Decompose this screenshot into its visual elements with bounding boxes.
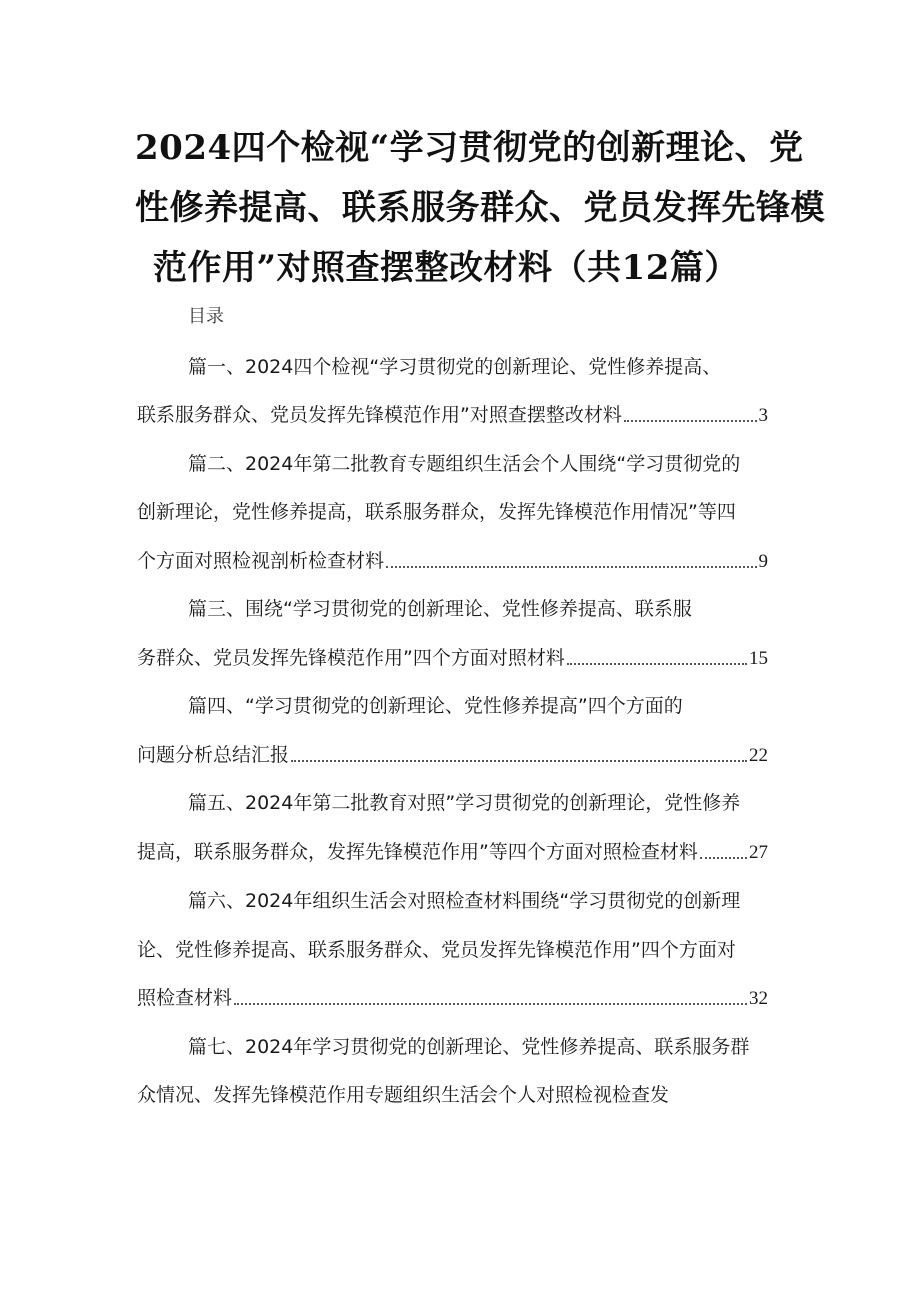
toc-entry-title xyxy=(188,597,692,621)
toc-leader-dots xyxy=(700,857,747,859)
toc-entry-continuation xyxy=(137,1083,669,1107)
toc-entry-text: 务群众、党员发挥先锋模范作用”四个方面对照材料 xyxy=(137,647,565,669)
toc-page-number: 22 xyxy=(749,745,768,766)
toc-leader-dots xyxy=(624,420,757,422)
toc-page-number: 3 xyxy=(758,405,768,426)
title-line-2: 性修养提高、联系服务群众、党员发挥先锋模 xyxy=(135,188,825,228)
toc-entry-text: 篇三、围绕“学习贯彻党的创新理论、党性修养提高、联系服 xyxy=(188,598,692,620)
toc-page-number: 9 xyxy=(758,551,768,572)
toc-entry-title xyxy=(188,694,683,718)
toc-leader-dots xyxy=(234,1003,747,1005)
title-line-1: 2024四个检视“学习贯彻党的创新理论、党 xyxy=(135,128,804,168)
toc-entry-text: 篇四、“学习贯彻党的创新理论、党性修养提高”四个方面的 xyxy=(188,695,683,717)
toc-entry-text: 个方面对照检视剖析检查材料 xyxy=(137,550,385,572)
toc-entry-continuation xyxy=(137,646,768,671)
toc-entry-text: 篇七、2024年学习贯彻党的创新理论、党性修养提高、联系服务群 xyxy=(188,1036,750,1058)
toc-entry-title xyxy=(188,355,721,379)
toc-heading: 目录 xyxy=(188,306,224,327)
toc-entry-text: 照检查材料 xyxy=(137,987,233,1009)
toc-entry-text: 篇六、2024年组织生活会对照检查材料围绕“学习贯彻党的创新理 xyxy=(188,890,741,912)
document-title xyxy=(135,118,825,298)
title-line-3: 范作用”对照查摆整改材料（共12篇） xyxy=(153,248,739,288)
toc-entry-continuation xyxy=(137,840,768,865)
toc-entry-text: 篇五、2024年第二批教育对照”学习贯彻党的创新理论，党性修养 xyxy=(188,792,741,814)
toc-entry-text: 联系服务群众、党员发挥先锋模范作用”对照查摆整改材料 xyxy=(137,404,622,426)
toc-entry-text: 创新理论，党性修养提高，联系服务群众，发挥先锋模范作用情况”等四 xyxy=(137,501,736,523)
toc-page-number: 15 xyxy=(749,648,768,669)
toc-leader-dots xyxy=(291,760,747,762)
toc-entry-title xyxy=(188,889,740,913)
toc-entry-text: 篇二、2024年第二批教育专题组织生活会个人围绕“学习贯彻党的 xyxy=(188,453,741,475)
toc-entry-text: 问题分析总结汇报 xyxy=(137,744,290,766)
toc-entry-continuation xyxy=(137,938,736,962)
toc-entry-title xyxy=(188,1035,749,1059)
toc-page-number: 27 xyxy=(749,842,768,863)
toc-entry-title xyxy=(188,452,740,476)
toc-entry-continuation xyxy=(137,500,736,524)
toc-entry-text: 论、党性修养提高、联系服务群众、党员发挥先锋模范作用”四个方面对 xyxy=(137,939,736,961)
toc-entry-continuation xyxy=(137,403,768,428)
toc-entry-text: 篇一、2024四个检视“学习贯彻党的创新理论、党性修养提高、 xyxy=(188,356,722,378)
toc-entry-continuation xyxy=(137,743,768,768)
toc-entry-title xyxy=(188,791,740,815)
toc-entry-continuation xyxy=(137,986,768,1011)
toc-entry-text: 众情况、发挥先锋模范作用专题组织生活会个人对照检视检查发 xyxy=(137,1084,670,1106)
toc-entry-continuation xyxy=(137,549,768,574)
toc-leader-dots xyxy=(567,663,747,665)
toc-entry-text: 提高，联系服务群众，发挥先锋模范作用”等四个方面对照检查材料 xyxy=(137,841,698,863)
toc-leader-dots xyxy=(386,566,756,568)
toc-page-number: 32 xyxy=(749,988,768,1009)
